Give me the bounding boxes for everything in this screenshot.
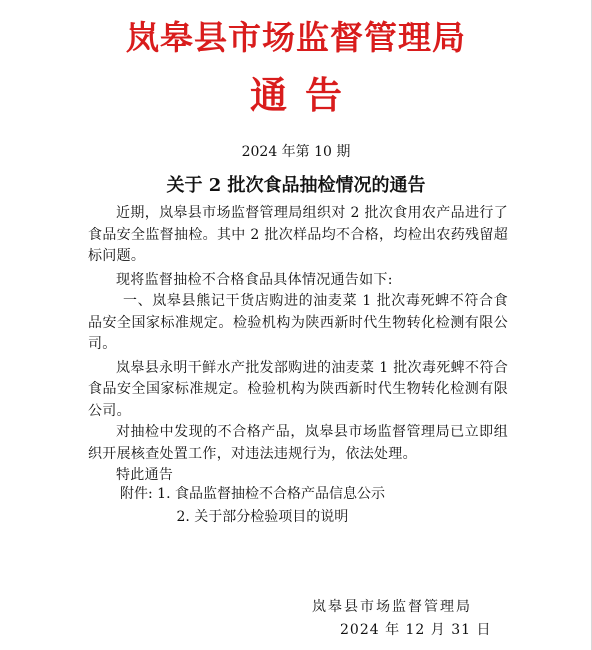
notice-heading: 通告 [250, 73, 360, 117]
paragraph-intro: 近期，岚皋县市场监督管理局组织对 2 批次食用农产品进行了食品安全监督抽检。其中 2 批次样品均不合格，均检出农药残留超标问题。 [88, 205, 508, 264]
document-body [88, 203, 508, 487]
issue-number: 2024 年第 10 期 [241, 144, 351, 160]
attachment-row [120, 506, 385, 529]
attachments [120, 483, 385, 529]
signature-date: 2024 年 12 月 31 日 [340, 622, 492, 638]
paragraph-item-1: 一、岚皋县熊记干货店购进的油麦菜 1 批次毒死蜱不符合食品安全国家标准规定。检验机构为陕西新时代生物转化检测有限公司。 [88, 293, 508, 352]
paragraph-lead: 现将监督抽检不合格食品具体情况通告如下: [116, 271, 393, 288]
paragraph-item-2: 岚皋县永明干鲜水产批发部购进的油麦菜 1 批次毒死蜱不符合食品安全国家标准规定。检验机构为陕西新时代生物转化检测有限公司。 [88, 359, 508, 419]
attachment-item: 2. 关于部分检验项目的说明 [176, 509, 349, 525]
signature-agency: 岚皋县市场监督管理局 [312, 599, 472, 615]
paragraph-handling: 对抽检中发现的不合格产品，岚皋县市场监督管理局已立即组织开展核查处置工作，对违法违规行为，依法处理。 [88, 424, 508, 462]
attachments-label: 附件: [120, 486, 153, 502]
document-title: 关于 2 批次食品抽检情况的通告 [166, 175, 426, 196]
paragraph-closing: 特此通告 [116, 467, 174, 483]
attachment-row [120, 483, 385, 506]
attachment-item: 1. 食品监督抽检不合格产品信息公示 [157, 486, 385, 502]
agency-header-title: 岚皋县市场监督管理局 [126, 18, 466, 57]
